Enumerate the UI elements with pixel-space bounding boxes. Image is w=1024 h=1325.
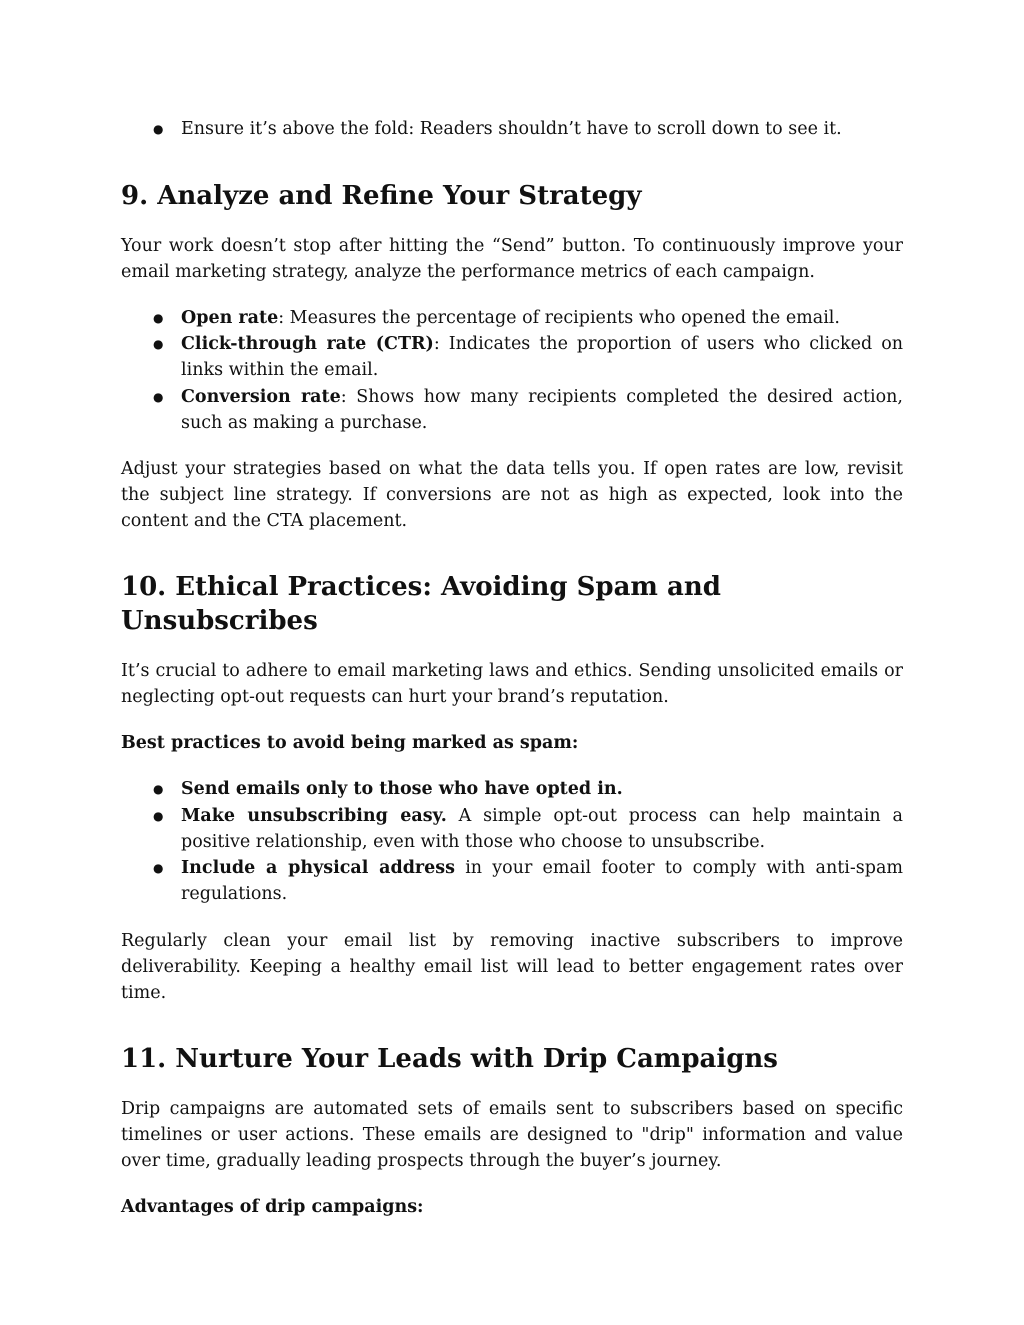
bullet-bold: Open rate	[181, 307, 279, 328]
section-11-intro: Drip campaigns are automated sets of emails sent to subscribers based on specific timelines or user actions. These emails are designed to "drip" information and value over time, gradually leading prospects through the buyer’s journey.	[121, 1098, 903, 1171]
bullet-text: : Shows how many recipients completed the desired action, such as making a purchase.	[181, 386, 903, 433]
bullet-text: : Measures the percentage of recipients who opened the email.	[278, 307, 840, 328]
document-page	[121, 116, 903, 1220]
bullet-bold: Click-through rate (CTR)	[181, 334, 434, 354]
list-item	[121, 776, 903, 802]
list-item	[121, 305, 903, 331]
subheading-bold: Best practices to avoid being marked as spam:	[121, 733, 579, 753]
bullet-bold: Make unsubscribing easy.	[181, 805, 447, 826]
section-heading-10: 10. Ethical Practices: Avoiding Spam and Unsubscribes	[121, 572, 721, 636]
list-item	[121, 384, 903, 436]
spam-practices-bullet-list	[121, 776, 903, 907]
list-item	[121, 116, 903, 142]
metrics-bullet-list	[121, 305, 903, 436]
bullet-bold: Include a physical address	[181, 858, 455, 878]
subheading-bold: Advantages of drip campaigns:	[121, 1196, 424, 1217]
bullet-text: : Indicates the proportion of users who clicked on links within the email.	[181, 334, 903, 380]
section-10-intro: It’s crucial to adhere to email marketing laws and ethics. Sending unsolicited emails or neglecting opt-out requests can hurt your brand’s reputation.	[121, 661, 903, 707]
section-heading-11: 11. Nurture Your Leads with Drip Campaigns	[121, 1043, 778, 1074]
bullet-text: in your email footer to comply with anti-spam regulations.	[181, 858, 903, 904]
section-heading-9: 9. Analyze and Refine Your Strategy	[121, 180, 642, 211]
section-11-subheading	[121, 1194, 903, 1220]
bullet-text: A simple opt-out process can help maintain a positive relationship, even with those who choose to unsubscribe.	[181, 805, 903, 852]
section-10-subheading	[121, 730, 903, 756]
section-9-intro: Your work doesn’t stop after hitting the “Send” button. To continuously improve your email marketing strategy, analyze the performance metrics of each campaign.	[121, 235, 903, 282]
bullet-bold: Send emails only to those who have opted in.	[181, 779, 623, 799]
section-10-outro: Regularly clean your email list by removing inactive subscribers to improve deliverability. Keeping a healthy email list will lead to better engagement rates over time.	[121, 930, 903, 1003]
list-item	[121, 803, 903, 855]
section-9-outro: Adjust your strategies based on what the data tells you. If open rates are low, revisit the subject line strategy. If conversions are not as high as expected, look into the content and the CTA placement.	[121, 459, 903, 531]
top-bullet-list	[121, 116, 903, 142]
bullet-text: Ensure it’s above the fold: Readers shouldn’t have to scroll down to see it.	[181, 119, 842, 139]
bullet-bold: Conversion rate	[181, 386, 341, 407]
list-item	[121, 331, 903, 383]
list-item	[121, 855, 903, 907]
